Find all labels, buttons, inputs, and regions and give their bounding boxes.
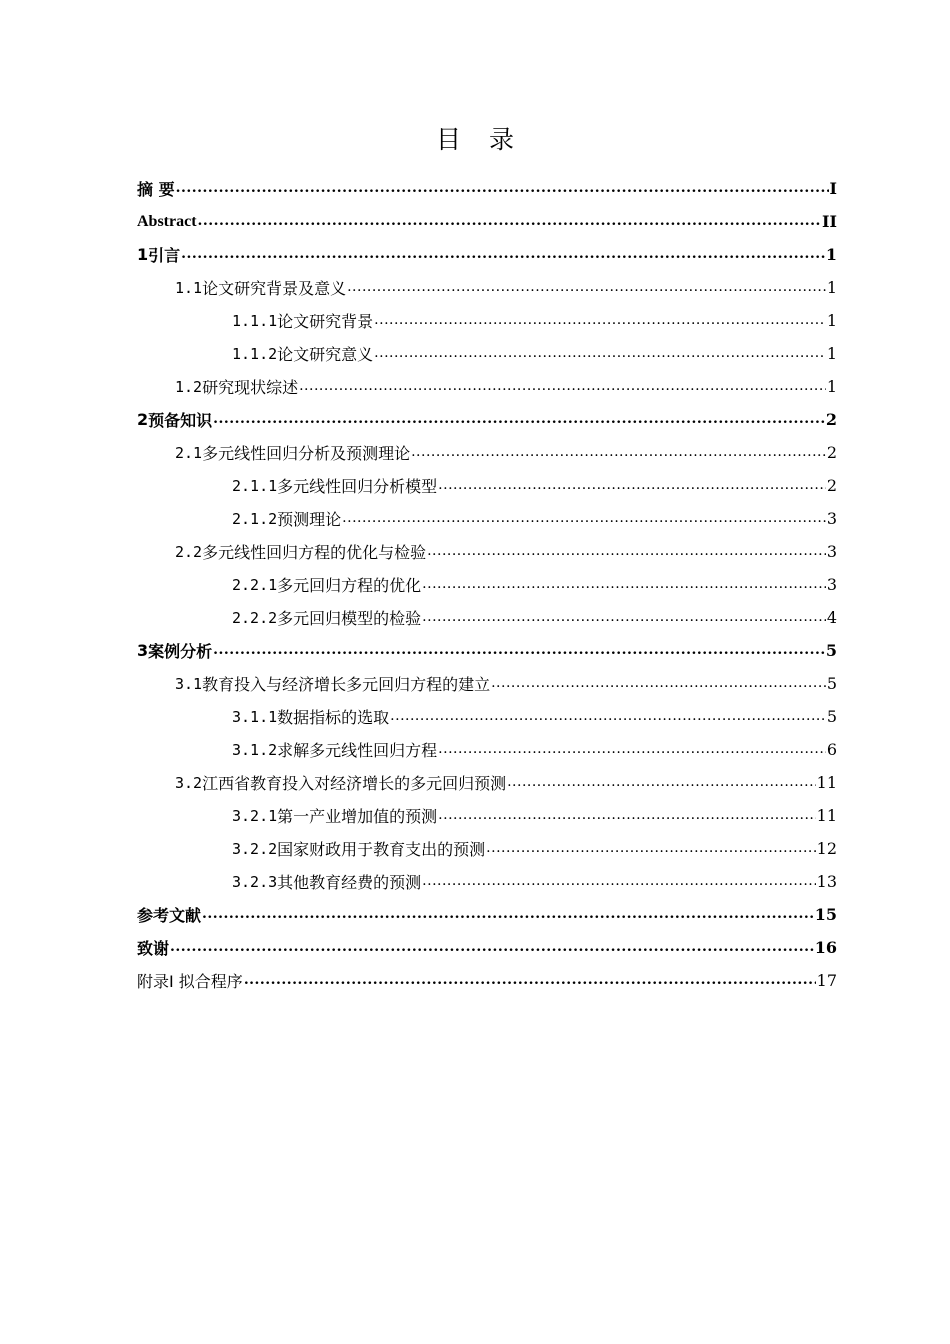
toc-entry-label: 预备知识 xyxy=(148,411,213,430)
toc-entry-number: 3 xyxy=(137,641,149,660)
toc-entry-label: 多元线性回归方程的优化与检验 xyxy=(202,543,427,562)
toc-entry-number: 3.1 xyxy=(175,674,203,693)
toc-entry-label: 论文研究意义 xyxy=(277,345,374,364)
toc-entry-number: 3.2.3 xyxy=(232,872,278,891)
toc-leader xyxy=(438,807,815,823)
toc-entry[interactable] xyxy=(137,766,837,799)
toc-leader xyxy=(491,675,826,691)
toc-entry-number: 3.1.2 xyxy=(232,740,278,759)
toc-leader xyxy=(342,510,826,526)
toc-entry-page: 6 xyxy=(826,740,837,759)
toc-entry-label: 国家财政用于教育支出的预测 xyxy=(277,840,486,859)
toc-entry[interactable] xyxy=(137,469,837,502)
toc-leader xyxy=(176,180,829,196)
toc-entry-page: 2 xyxy=(826,476,837,495)
toc-entry-number: 2.1 xyxy=(175,443,203,462)
toc-entry-label: 案例分析 xyxy=(148,642,213,661)
toc-entry-page: I xyxy=(829,179,837,198)
toc-entry[interactable] xyxy=(137,700,837,733)
toc-entry-label: 附录Ⅰ 拟合程序 xyxy=(137,972,243,991)
toc-entry-label: 江西省教育投入对经济增长的多元回归预测 xyxy=(202,774,507,793)
toc-leader xyxy=(422,576,826,592)
toc-entry[interactable] xyxy=(137,337,837,370)
toc-entry-page: 3 xyxy=(826,509,837,528)
toc-entry[interactable] xyxy=(137,436,837,469)
toc-leader xyxy=(438,741,826,757)
toc-leader xyxy=(181,246,825,262)
toc-entry-page: 13 xyxy=(816,872,837,891)
toc-entry-page: 1 xyxy=(826,278,837,297)
toc-entry-number: 2.1.2 xyxy=(232,509,278,528)
toc-leader xyxy=(507,774,816,790)
toc-entry-label: 研究现状综述 xyxy=(202,378,299,397)
toc-entry-page: 12 xyxy=(816,839,837,858)
toc-entry-number: 1.1 xyxy=(175,278,203,297)
toc-entry-page: 1 xyxy=(826,344,837,363)
toc-entry[interactable] xyxy=(137,370,837,403)
toc-entry[interactable] xyxy=(137,304,837,337)
toc-leader xyxy=(213,642,825,658)
toc-entry-label: 教育投入与经济增长多元回归方程的建立 xyxy=(202,675,491,694)
toc-entry-label: Abstract xyxy=(137,212,197,230)
toc-entry-page: 1 xyxy=(826,377,837,396)
toc-entry-label: 多元回归模型的检验 xyxy=(277,609,422,628)
toc-entry[interactable] xyxy=(137,667,837,700)
table-of-contents xyxy=(137,172,837,997)
toc-entry[interactable] xyxy=(137,271,837,304)
toc-entry-number: 1.2 xyxy=(175,377,203,396)
toc-leader xyxy=(299,378,826,394)
toc-entry-number: 3.2.1 xyxy=(232,806,278,825)
toc-entry[interactable] xyxy=(137,601,837,634)
toc-entry-page: 15 xyxy=(814,905,837,924)
toc-entry-label: 引言 xyxy=(148,246,181,265)
toc-leader xyxy=(486,840,815,856)
toc-entry-label: 论文研究背景 xyxy=(277,312,374,331)
page-title: 目录 xyxy=(435,125,542,154)
toc-entry-label: 多元线性回归分析及预测理论 xyxy=(202,444,411,463)
toc-leader xyxy=(422,609,826,625)
toc-entry-label: 数据指标的选取 xyxy=(277,708,390,727)
toc-leader xyxy=(213,411,825,427)
toc-entry-label: 多元回归方程的优化 xyxy=(277,576,422,595)
toc-entry-page: II xyxy=(822,212,837,231)
toc-leader xyxy=(170,939,814,955)
toc-entry[interactable] xyxy=(137,832,837,865)
toc-entry[interactable] xyxy=(137,931,837,964)
toc-leader xyxy=(438,477,826,493)
toc-entry-number: 2.2.1 xyxy=(232,575,278,594)
toc-leader xyxy=(390,708,826,724)
toc-leader xyxy=(347,279,826,295)
toc-entry[interactable] xyxy=(137,865,837,898)
toc-entry-number: 2 xyxy=(137,410,149,429)
toc-entry[interactable] xyxy=(137,898,837,931)
toc-leader xyxy=(202,906,814,922)
toc-entry-page: 2 xyxy=(825,410,837,429)
toc-entry-page: 4 xyxy=(826,608,837,627)
toc-entry[interactable] xyxy=(137,535,837,568)
toc-entry-page: 17 xyxy=(816,971,837,990)
toc-entry[interactable] xyxy=(137,568,837,601)
toc-entry-page: 5 xyxy=(826,707,837,726)
toc-entry-label: 论文研究背景及意义 xyxy=(202,279,347,298)
toc-leader xyxy=(374,312,826,328)
toc-entry-number: 2.2 xyxy=(175,542,203,561)
toc-entry[interactable] xyxy=(137,403,837,436)
toc-leader xyxy=(422,873,815,889)
toc-entry[interactable] xyxy=(137,238,837,271)
toc-leader xyxy=(374,345,826,361)
toc-entry-number: 1.1.2 xyxy=(232,344,278,363)
toc-entry-page: 3 xyxy=(826,542,837,561)
toc-entry-page: 1 xyxy=(826,311,837,330)
toc-entry-number: 2.2.2 xyxy=(232,608,278,627)
toc-entry-page: 11 xyxy=(816,773,837,792)
toc-entry[interactable] xyxy=(137,634,837,667)
toc-entry-page: 3 xyxy=(826,575,837,594)
toc-entry[interactable] xyxy=(137,205,837,238)
toc-entry-page: 2 xyxy=(826,443,837,462)
toc-entry-label: 预测理论 xyxy=(277,510,342,529)
toc-entry[interactable] xyxy=(137,502,837,535)
toc-entry-number: 3.2 xyxy=(175,773,203,792)
toc-entry-page: 5 xyxy=(825,641,837,660)
toc-entry[interactable] xyxy=(137,172,837,205)
toc-entry-page: 5 xyxy=(826,674,837,693)
toc-leader xyxy=(427,543,826,559)
toc-entry-page: 1 xyxy=(825,245,837,264)
toc-entry-label: 摘 要 xyxy=(137,180,175,199)
toc-entry-label: 多元线性回归分析模型 xyxy=(277,477,438,496)
toc-entry-label: 第一产业增加值的预测 xyxy=(277,807,438,826)
toc-entry[interactable] xyxy=(137,964,837,997)
toc-entry-number: 3.2.2 xyxy=(232,839,278,858)
toc-entry-number: 1.1.1 xyxy=(232,311,278,330)
toc-leader xyxy=(411,444,826,460)
toc-entry-label: 其他教育经费的预测 xyxy=(277,873,422,892)
toc-entry-label: 参考文献 xyxy=(137,906,202,925)
toc-entry-label: 求解多元线性回归方程 xyxy=(277,741,438,760)
toc-entry-page: 16 xyxy=(814,938,837,957)
toc-entry[interactable] xyxy=(137,733,837,766)
toc-entry[interactable] xyxy=(137,799,837,832)
toc-entry-number: 2.1.1 xyxy=(232,476,278,495)
toc-entry-page: 11 xyxy=(816,806,837,825)
toc-leader xyxy=(198,213,821,229)
toc-entry-number: 1 xyxy=(137,245,149,264)
toc-leader xyxy=(244,972,816,988)
toc-entry-number: 3.1.1 xyxy=(232,707,278,726)
toc-entry-label: 致谢 xyxy=(137,939,170,958)
